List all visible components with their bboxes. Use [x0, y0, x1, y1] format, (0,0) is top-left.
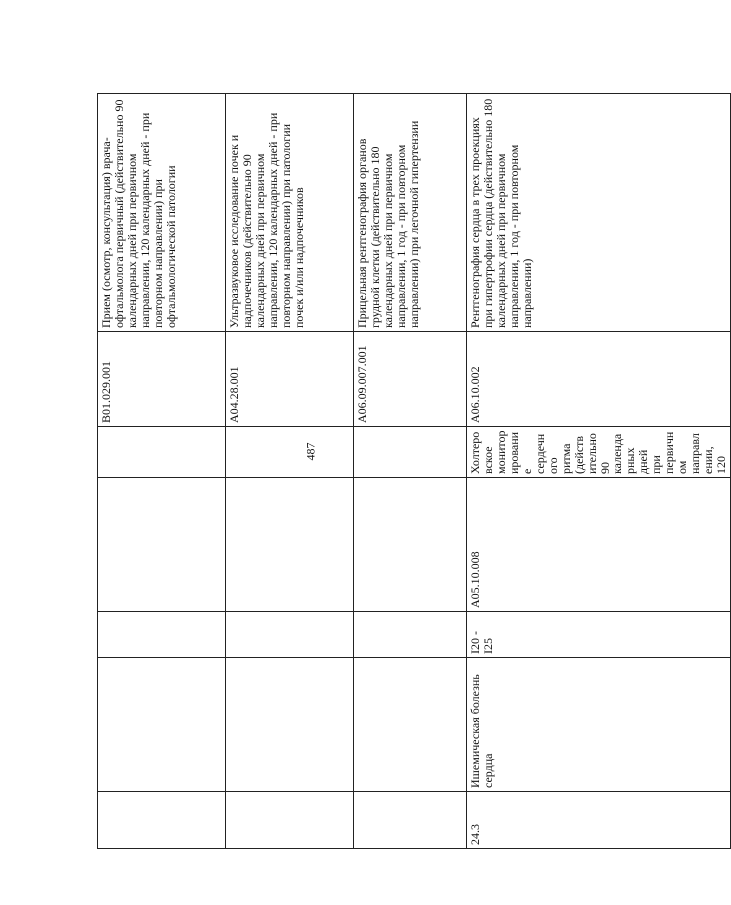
rotated-table-container: [97, 94, 729, 849]
service2-code-cell: A04.28.001: [226, 332, 354, 427]
row-number-cell: 24.3: [467, 792, 731, 849]
page-number: 487: [303, 442, 318, 461]
service1-code-cell: [354, 478, 467, 612]
service2-name-cell: Рентгенография сердца в трех проекциях при гипертрофии сердца (действительно 180 календарных дней при первичном направлении, 1 год - при повторном направлении): [467, 94, 731, 332]
services-table: [97, 93, 731, 849]
service1-code-cell: A05.10.008: [467, 478, 731, 612]
table-row: [354, 94, 467, 849]
service1-code-cell: [226, 478, 354, 612]
table-row: [98, 94, 226, 849]
service1-name-cell: [354, 427, 467, 478]
icd-codes-cell: [98, 612, 226, 658]
service2-name-cell: Ультразвуковое исследование почек и надпочечников (действительно 90 календарных дней при первичном направлении, 120 календарных дней - при повторном направлении) при патологии почек и/или надпочечников: [226, 94, 354, 332]
service2-code-cell: A06.09.007.001: [354, 332, 467, 427]
service1-name-cell: Холтеровское мониторирование сердечного ритма (действительно 90 календарных дней при первичном направлении, 120: [467, 427, 731, 478]
service1-code-cell: [98, 478, 226, 612]
icd-codes-cell: I20 - I25: [467, 612, 731, 658]
disease-cell: [354, 658, 467, 792]
icd-codes-cell: [354, 612, 467, 658]
row-number-cell: [98, 792, 226, 849]
service2-code-cell: A06.10.002: [467, 332, 731, 427]
icd-codes-cell: [226, 612, 354, 658]
row-number-cell: [354, 792, 467, 849]
service2-name-cell: Прицельная рентгенография органов грудной клетки (действительно 180 календарных дней при первичном направлении, 1 год - при повторном направлении) при легочной гипертензии: [354, 94, 467, 332]
table-row: [467, 94, 731, 849]
service1-name-cell: [98, 427, 226, 478]
table-row: [226, 94, 354, 849]
service1-name-cell: [226, 427, 354, 478]
disease-cell: Ишемическая болезнь сердца: [467, 658, 731, 792]
disease-cell: [226, 658, 354, 792]
service2-name-cell: Прием (осмотр, консультация) врача-офтальмолога первичный (действительно 90 календарных дней при первичном направлении, 120 календарных дней - при повторном направлении) при офтальмологической патологии: [98, 94, 226, 332]
disease-cell: [98, 658, 226, 792]
service2-code-cell: B01.029.001: [98, 332, 226, 427]
row-number-cell: [226, 792, 354, 849]
